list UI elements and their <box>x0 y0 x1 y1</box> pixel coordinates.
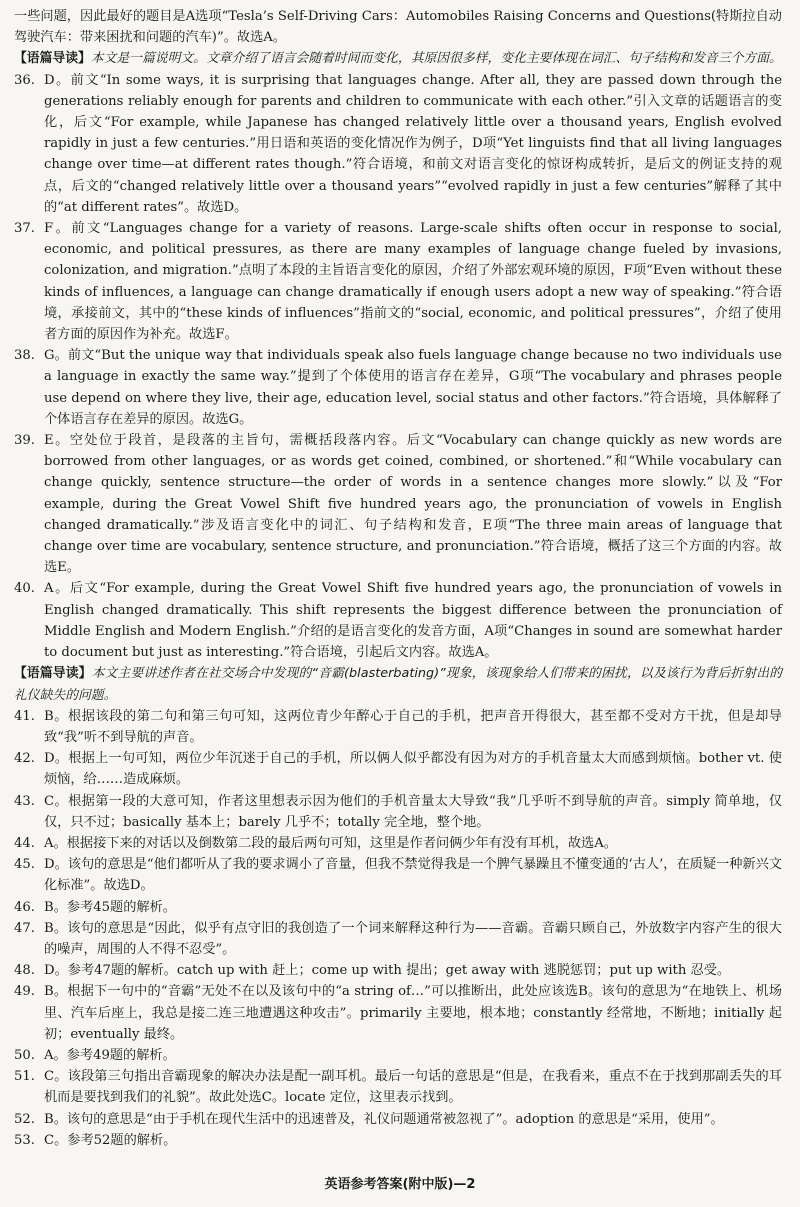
item-text: D。前文“In some ways, it is surprising that languages change. After all, they are passed down through the generations reliably enough for parents and children to communicate with each other.”引入文章的话题语言的变化，后文“For example, while Japanese has changed relatively little over a thousand years, English evolved rapidly in just a few centuries.”用日语和英语的变化情况作为例子，D项“Yet linguists find that all living languages change over time—at different rates though.”符合语境，和前文对语言变化的惊讶构成转折，是后文的例证支持的观点，后文的“changed relatively little over a thousand years”“evolved rapidly in just a few centuries”解释了其中的“at different rates”。故选D。 <box>44 72 782 215</box>
item-text: B。参考45题的解析。 <box>44 899 176 915</box>
item-number: 49. <box>14 984 35 1000</box>
answer-48 <box>14 960 782 981</box>
item-text: C。根据第一段的大意可知，作者这里想表示因为他们的手机音量太大导致“我”几乎听不到导航的声音。simply 简单地，仅仅，只不过；basically 基本上；barely 几乎不；totally 完全地，整个地。 <box>44 793 782 830</box>
answer-42 <box>14 748 782 790</box>
item-number: 40. <box>14 581 35 597</box>
item-text: D。根据上一句可知，两位少年沉迷于自己的手机，所以俩人似乎都没有因为对方的手机音量太大而感到烦恼。bother vt. 使烦恼，给……造成麻烦。 <box>44 751 782 788</box>
item-text: B。该句的意思是“因此，似乎有点守旧的我创造了一个词来解释这种行为——音霸。音霸只顾自己，外放数字内容产生的很大的噪声，周围的人不得不忍受”。 <box>44 920 782 957</box>
answer-45 <box>14 854 782 896</box>
item-number: 37. <box>14 221 35 237</box>
item-text: A。后文“For example, during the Great Vowel Shift five hundred years ago, the pronunciation of vowels in English changed dramatically. This shift represents the biggest difference between the pronunciation of Middle English and Modern English.”介绍的是语言变化的发音方面，A项“Changes in sound are somewhat harder to document but just as interesting.”符合语境，引起后文内容。故选A。 <box>44 581 782 661</box>
item-text: D。参考47题的解析。catch up with 赶上；come up with 提出；get away with 逃脱惩罚；put up with 忍受。 <box>44 963 731 979</box>
answer-39 <box>14 430 782 578</box>
item-number: 48. <box>14 963 35 979</box>
answer-38 <box>14 345 782 430</box>
item-text: B。根据下一句中的“音霸”无处不在以及该句中的“a string of…”可以推断出，此处应该选B。该句的意思为“在地铁上、机场里、汽车后座上，我总是接二连三地遭遇这种攻击”。primarily 主要地，根本地；constantly 经常地，不断地；initially 起初；eventually 最终。 <box>44 984 782 1042</box>
item-number: 53. <box>14 1132 35 1148</box>
item-number: 44. <box>14 835 35 851</box>
item-text: G。前文“But the unique way that individuals speak also fuels language change because no two individuals use a language in exactly the same way.”提到了个体使用的语言存在差异，G项“The vocabulary and phrases people use depend on where they live, their age, education level, social status and other factors.”符合语境，具体解释了个体语言存在差异的原因。故选G。 <box>44 348 782 427</box>
answer-51 <box>14 1066 782 1108</box>
item-number: 42. <box>14 751 35 767</box>
item-number: 51. <box>14 1069 35 1085</box>
item-text: B。根据该段的第二句和第三句可知，这两位青少年醉心于自己的手机，把声音开得很大，甚至都不受对方干扰，但是却导致“我”听不到导航的声音。 <box>44 708 782 745</box>
answer-46 <box>14 897 782 918</box>
item-number: 41. <box>14 708 35 724</box>
item-number: 45. <box>14 857 35 873</box>
guide-text: 本文是一篇说明文。文章介绍了语言会随着时间而变化，其原因很多样，变化主要体现在词汇、句子结构和发音三个方面。 <box>90 51 782 67</box>
item-number: 43. <box>14 793 35 809</box>
passage-guide-2 <box>14 663 782 705</box>
item-text: F。前文“Languages change for a variety of reasons. Large-scale shifts often occur in response to social, economic, and political pressures, as there are many examples of language change fueled by invasions, colonization, and migration.”点明了本段的主旨语言变化的原因，介绍了外部宏观环境的原因，F项“Even without these kinds of influences, a language can change dramatically if enough users adopt a new way of speaking.”符合语境，承接前文，其中的“these kinds of influences”指前文的“social, economic, and political pressures”，介绍了使用者方面的原因作为补充。故选F。 <box>44 221 782 343</box>
passage-guide-1 <box>14 48 782 69</box>
answer-49 <box>14 981 782 1045</box>
item-number: 50. <box>14 1047 35 1063</box>
answer-40 <box>14 578 782 663</box>
answer-41 <box>14 706 782 748</box>
item-text: C。参考52题的解析。 <box>44 1132 177 1148</box>
item-number: 52. <box>14 1111 35 1127</box>
answer-36 <box>14 70 782 218</box>
item-number: 47. <box>14 920 35 936</box>
guide-label: 【语篇导读】 <box>14 51 91 67</box>
answer-53 <box>14 1130 782 1151</box>
item-text: C。该段第三句指出音霸现象的解决办法是配一副耳机。最后一句话的意思是“但是，在我看来，重点不在于找到那副丢失的耳机而是要找到我们的礼貌”。故此处选C。locate 定位，这里表示找到。 <box>44 1069 782 1106</box>
answer-47 <box>14 918 782 960</box>
item-number: 36. <box>14 72 35 88</box>
carryover-paragraph: 一些问题，因此最好的题目是A选项“Tesla’s Self-Driving Cars：Automobiles Raising Concerns and Questions(特斯拉自动驾驶汽车：带来困扰和问题的汽车)”。故选A。 <box>14 9 782 46</box>
item-text: D。该句的意思是“他们都听从了我的要求调小了音量，但我不禁觉得我是一个脾气暴躁且不懂变通的‘古人’，在质疑一种新兴文化标准”。故选D。 <box>44 857 782 894</box>
item-text: A。根据接下来的对话以及倒数第二段的最后两句可知，这里是作者问俩少年有没有耳机，故选A。 <box>44 835 617 851</box>
page-footer: 英语参考答案(附中版)—2 <box>324 1176 476 1192</box>
item-text: A。参考49题的解析。 <box>44 1047 176 1063</box>
answer-52 <box>14 1109 782 1130</box>
item-number: 46. <box>14 899 35 915</box>
guide-label: 【语篇导读】 <box>14 666 92 682</box>
item-text: E。空处位于段首，是段落的主旨句，需概括段落内容。后文“Vocabulary can change quickly as new words are borrowed from other languages, or as words get coined, combined, or shortened.”和“While vocabulary can change quickly, sentence structure—the order of words in a sentence changes more slowly.”以及“For example, during the Great Vowel Shift five hundred years ago, the pronunciation of vowels in English changed dramatically.”涉及语言变化中的词汇、句子结构和发音，E项“The three main areas of language that change over time are vocabulary, sentence structure, and pronunciation.”符合语境，概括了这三个方面的内容。故选E。 <box>44 433 782 576</box>
item-number: 39. <box>14 433 35 449</box>
item-text: B。该句的意思是“由于手机在现代生活中的迅速普及，礼仪问题通常被忽视了”。adoption 的意思是“采用，使用”。 <box>44 1111 724 1127</box>
answer-37 <box>14 218 782 345</box>
answer-44 <box>14 833 782 854</box>
answer-43 <box>14 791 782 833</box>
answer-50 <box>14 1045 782 1066</box>
guide-text: 本文主要讲述作者在社交场合中发现的“音霸(blasterbating)”现象，该现象给人们带来的困扰，以及该行为背后折射出的礼仪缺失的问题。 <box>14 666 783 703</box>
item-number: 38. <box>14 348 35 364</box>
